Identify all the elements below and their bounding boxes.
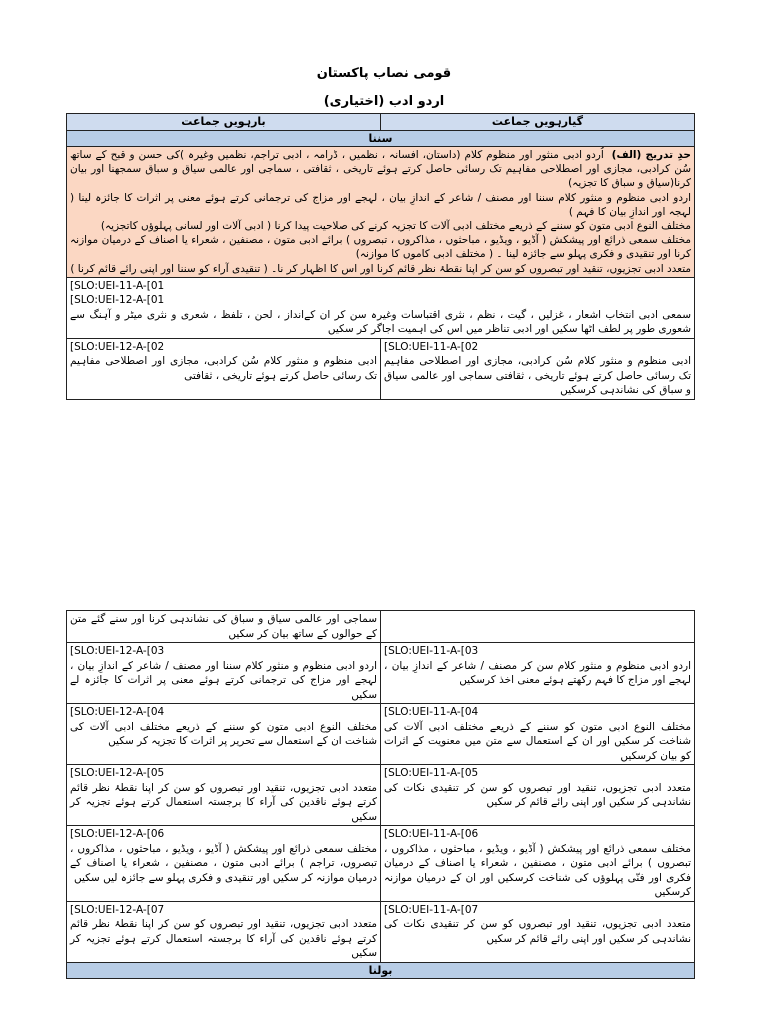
section-band-row (67, 131, 695, 147)
slo-text: ادبی منظوم و منثور کلام سُن کرادبی، مجازی اور اصطلاحی مفاہیم تک رسائی حاصل کرتے ہوئے تاریخی ، ثقافتی (70, 355, 377, 382)
curriculum-table-page-2 (66, 610, 695, 979)
slo-code: [SLO:UEI-12-A-[03 (70, 645, 165, 657)
slo-cell-grade-12 (67, 765, 381, 826)
slo-merged-cell (67, 277, 695, 338)
slo-cell-grade-11 (381, 338, 695, 399)
slo-code: [SLO:UEI-11-A-[07 (384, 903, 479, 916)
standard-paragraph: متعدد ادبی تجزیوں، تنقید اور تبصروں کو سن کر اپنا نقطۂ نظر قائم کرنا اور اس کا اظہار کر نا۔ ( تنقیدی آراء کو سننا اور اپنی رائے قائم کرنا ) (70, 262, 691, 275)
slo-row (67, 901, 695, 962)
slo-cell-grade-11 (381, 901, 695, 962)
slo-row (67, 765, 695, 826)
section-listening: سننا (67, 131, 695, 147)
slo-code: [SLO:UEI-12-A-[04 (70, 706, 165, 718)
slo-code: [SLO:UEI-11-A-[06 (384, 828, 479, 840)
standard-paragraph: مختلف النوع ادبی متون کو سننے کے ذریعے مختلف ادبی آلات کا تجزیہ کرنے کی صلاحیت پیدا کرنا ( ادبی آلات اور لسانی پہلوؤں کاتجزیہ) (100, 220, 691, 233)
grade-11-header: گیارہویں جماعت (381, 114, 695, 131)
slo-text: متعدد ادبی تجزیوں، تنقید اور تبصروں کو سن کر تنقیدی نکات کی نشاندہی کر سکیں اور اپنی رائے قائم کر سکیں (384, 918, 691, 945)
slo-row (67, 704, 695, 765)
slo-row (67, 826, 695, 902)
section-speaking: بولنا (67, 962, 695, 978)
slo-row (67, 277, 695, 338)
slo-cell-grade-12 (67, 338, 381, 399)
slo-text: ادبی منظوم و منثور کلام سُن کرادبی، مجازی اور اصطلاحی مفاہیم تک رسائی حاصل کرتے ہوئے تاریخی ، ثقافتی سماجی اور عالمی سیاق و سباق کی نشاندہی کرسکیں (384, 355, 691, 397)
page-title: قومی نصاب پاکستان (316, 66, 452, 81)
section-band-row (67, 962, 695, 978)
slo-text: سماجی اور عالمی سیاق و سباق کی نشاندہی کرنا اور سنے گئے متن کے حوالوں کے ساتھ بیان کر سکیں (70, 613, 377, 640)
standard-paragraph: مختلف سمعی ذرائع اور پیشکش ( آڈیو ، ویڈیو ، مباحثوں ، مذاکروں ، تبصروں ) برائے ادبی متون ، مصنفین ، شعراء یا اصناف کے درمیان موازنہ کرنا اور تنقیدی و فکری پہلو سے جائزہ لینا ۔ ( مختلف ادبی کاموں کا موازنہ) (70, 234, 691, 261)
slo-code: [SLO:UEI-11-A-[03 (384, 645, 479, 657)
slo-cell-grade-11 (381, 611, 695, 643)
slo-text: مختلف النوع ادبی متون کو سننے کے ذریعے مختلف ادبی آلات کی شناخت کر سکیں اور ان کے استعمال سے متن میں معنویت کے اثرات کو بیان کرسکیں (384, 720, 691, 762)
slo-code: [SLO:UEI-12-A-[02 (70, 340, 165, 353)
slo-cell-grade-11 (381, 643, 695, 704)
slo-code: [SLO:UEI-12-A-[01 (70, 294, 165, 307)
slo-text: اردو ادبی منظوم و منثور کلام سن کر مصنف / شاعر کے اندازِ بیان ، لہجے اور مزاج کا فہم رکھتے ہوئے معنی اخذ کرسکیں (384, 659, 691, 686)
slo-cell-grade-11 (381, 765, 695, 826)
slo-cell-grade-12 (67, 901, 381, 962)
slo-code: [SLO:UEI-12-A-[06 (70, 828, 165, 840)
page-subtitle: اردو ادب (اختیاری) (323, 94, 445, 109)
standard-block (67, 147, 695, 278)
slo-code: [SLO:UEI-11-A-[05 (384, 767, 479, 779)
slo-text: متعدد ادبی تجزیوں، تنقید اور تبصروں کو سن کر تنقیدی نکات کی نشاندہی کر سکیں اور اپنی رائے قائم کر سکیں (384, 781, 691, 808)
standard-paragraph: اردو ادبی منظوم و منثور کلام سننا اور مصنف / شاعر کے اندازِ بیان ، لہجے اور مزاج کی ترجمانی کرتے ہوئے معنی پر اثرات کا جائزہ لینا ( لہجہ اور اندازِ بیان کا فہم ) (70, 191, 691, 218)
slo-text: اردو ادبی منظوم و منثور کلام سننا اور مصنف / شاعر کے اندازِ بیان ، لہجے اور مزاج کی ترجمانی کرتے ہوئے معنی پر اثرات کا جائزہ لے سکیں (70, 659, 377, 701)
slo-cell-grade-12 (67, 611, 381, 643)
slo-cell-grade-11 (381, 704, 695, 765)
standard-paragraph (70, 148, 691, 191)
grade-12-header: بارہویں جماعت (67, 114, 381, 131)
standard-lead: حدِ تدریج (الف) (611, 149, 691, 161)
slo-text: سمعی ادبی انتخاب اشعار ، غزلیں ، گیت ، نظم ، نثری اقتباسات وغیرہ سن کر ان کےانداز ، لحن ، تلفظ ، شعری و نثری میٹر و آہنگ سے شعوری طور پر لطف اٹھا سکیں اور ادبی تناظر میں اس کی اہمیت اجاگر کر سکیں (70, 308, 691, 336)
slo-code: [SLO:UEI-11-A-[02 (384, 340, 479, 353)
slo-text: متعدد ادبی تجزیوں، تنقید اور تبصروں کو سن کر اپنا نقطۂ نظر قائم کرتے ہوئے ناقدین کی آراء کا برجستہ استعمال کرتے ہوئے تجزیہ کر سکیں (70, 781, 377, 823)
slo-row (67, 643, 695, 704)
column-header-row (67, 114, 695, 131)
slo-cell-grade-12 (67, 826, 381, 902)
slo-row (67, 611, 695, 643)
slo-cell-grade-11 (381, 826, 695, 902)
standard-row (67, 147, 695, 278)
slo-text: مختلف سمعی ذرائع اور پیشکش ( آڈیو ، ویڈیو ، مباحثوں ، مذاکروں ، تبصروں ) برائے ادبی متون ، مصنفین ، شعراء یا اصناف کے درمیان فکری اور فنّی پہلوؤں کی شناخت کرسکیں اور ان کے درمیان موازنہ کرسکیں (384, 842, 691, 898)
standard-text: اُردو ادبی منثور اور منظوم کلام (داستان، افسانہ ، نظمیں ، ڈرامہ ، ادبی تراجم، نظمیں وغیرہ )کی حسن و قبح کے ساتھ سُن کرادبی، مجازی اور اصطلاحی مفاہیم تک رسائی حاصل کرتے ہوئے تاریخی ، ثقافتی ، سماجی اور عالمی سیاق و سباق سمجھنا اور بیان کرنا(سیاق و سباق کا تجزیہ) (70, 149, 691, 190)
slo-cell-grade-12 (67, 704, 381, 765)
slo-code: [SLO:UEI-11-A-[01 (70, 279, 165, 292)
slo-code: [SLO:UEI-11-A-[04 (384, 706, 479, 718)
slo-code: [SLO:UEI-12-A-[07 (70, 903, 165, 916)
slo-text: متعدد ادبی تجزیوں، تنقید اور تبصروں کو سن کر اپنا نقطۂ نظر قائم کرتے ہوئے ناقدین کی آراء کا برجستہ استعمال کرتے ہوئے تجزیہ کر سکیں (70, 918, 377, 959)
slo-text: مختلف النوع ادبی متون کو سننے کے ذریعے مختلف ادبی آلات کی شناخت ان کے استعمال سے تحریر پر اثرات کا تجزیہ کر سکیں (70, 720, 377, 747)
slo-cell-grade-12 (67, 643, 381, 704)
slo-row (67, 338, 695, 399)
slo-code: [SLO:UEI-12-A-[05 (70, 767, 165, 779)
curriculum-table-page-1 (66, 113, 695, 400)
slo-text: مختلف سمعی ذرائع اور پیشکش ( آڈیو ، ویڈیو ، مباحثوں ، مذاکروں ، تبصروں، تراجم ) برائے ادبی متون ، مصنفین ، شعراء یا اصناف کے درمیان موازنہ کر سکیں اور تنقیدی و فکری پہلو سے جائزہ لیں سکیں (70, 842, 377, 884)
